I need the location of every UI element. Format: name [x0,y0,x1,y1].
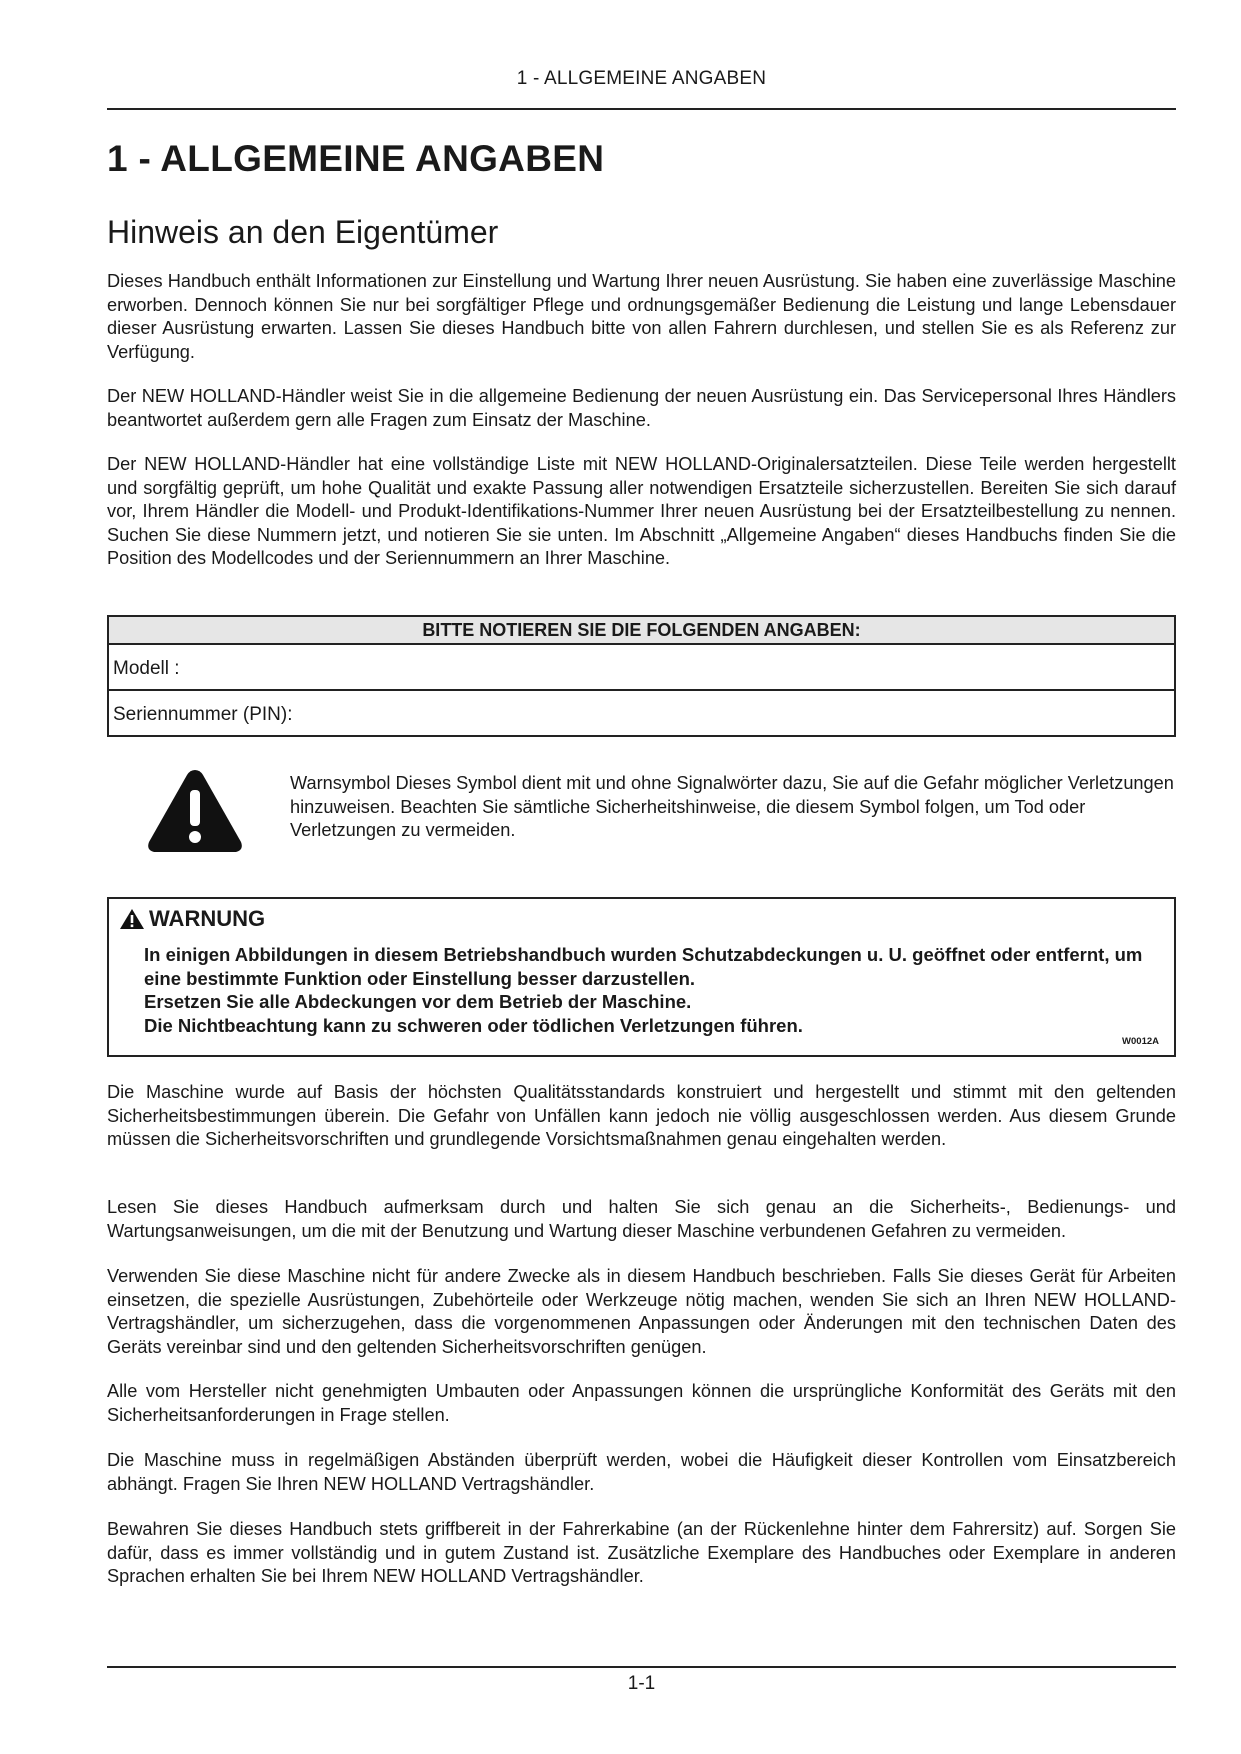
warning-line: Die Nichtbeachtung kann zu schweren oder tödlichen Verletzungen führen. [144,1014,803,1036]
hazard-symbol-block [107,760,1176,856]
warning-code: W0012A [1122,1036,1159,1047]
warning-heading [119,906,265,932]
serial-number-label: Seriennummer (PIN): [113,704,293,725]
intro-paragraph: Der NEW HOLLAND-Händler hat eine vollständige Liste mit NEW HOLLAND-Originalersatzteilen. Diese Teile werden hergestellt und sorgfältig geprüft, um hohe Qualität und exakte Passung aller notwendigen Ersatzteile sicherzustellen. Bereiten Sie sich darauf vor, Ihrem Händler die Modell- und Produkt-Identifikations-Nummer Ihrer neuen Ausrüstung bei der Ersatzteilbestellung zu nennen. Suchen Sie diese Nummern jetzt, und notieren Sie sie unten. Im Abschnitt „Allgemeine Angaben“ dieses Handbuchs finden Sie die Position des Modellcodes und der Seriennummern an Ihrer Maschine. [107,454,1176,568]
intro-paragraph: Der NEW HOLLAND-Händler weist Sie in die allgemeine Bedienung der neuen Ausrüstung ein. Das Servicepersonal Ihres Händlers beantwortet außerdem gern alle Fragen zum Einsatz der Maschine. [107,386,1176,430]
body-paragraph: Die Maschine wurde auf Basis der höchsten Qualitätsstandards konstruiert und hergestellt und stimmt mit den geltenden Sicherheitsbestimmungen überein. Die Gefahr von Unfällen kann jedoch nie völlig ausgeschlossen werden. Aus diesem Grunde müssen die Sicherheitsvorschriften und grundlegende Vorsichtsmaßnahmen genau eingehalten werden. [107,1082,1176,1149]
chapter-title: 1 - ALLGEMEINE ANGABEN [107,138,605,179]
page-number: 1-1 [627,1673,656,1694]
warning-line: In einigen Abbildungen in diesem Betriebshandbuch wurden Schutzabdeckungen u. U. geöffnet oder entfernt, um eine bestimmte Funktion oder Einstellung besser darzustellen. [144,944,1143,989]
warning-triangle-icon [119,908,145,930]
model-label: Modell : [113,658,180,679]
records-table [107,615,1176,737]
body-paragraph: Die Maschine muss in regelmäßigen Abständen überprüft werden, wobei die Häufigkeit dieser Kontrollen vom Einsatzbereich abhängt. Fragen Sie Ihren NEW HOLLAND Vertragshändler. [107,1450,1176,1494]
intro-paragraph: Dieses Handbuch enthält Informationen zur Einstellung und Wartung Ihrer neuen Ausrüstung. Sie haben eine zuverlässige Maschine erworben. Dennoch können Sie nur bei sorgfältiger Pflege und ordnungsgemäßer Bedienung die Leistung und lange Lebensdauer dieser Ausrüstung erwarten. Lassen Sie dieses Handbuch bitte von allen Fahrern durchlesen, und stellen Sie es als Referenz zur Verfügung. [107,271,1176,362]
warning-line: Ersetzen Sie alle Abdeckungen vor dem Betrieb der Maschine. [144,991,692,1012]
body-paragraph: Bewahren Sie dieses Handbuch stets griffbereit in der Fahrerkabine (an der Rückenlehne hinter dem Fahrersitz) auf. Sorgen Sie dafür, dass es immer vollständig und in gutem Zustand ist. Zusätzliche Exemplare des Handbuches oder Exemplare in anderen Sprachen erhalten Sie bei Ihrem NEW HOLLAND Vertragshändler. [107,1519,1176,1586]
serial-number-field[interactable] [109,689,1174,735]
body-paragraph: Lesen Sie dieses Handbuch aufmerksam durch und halten Sie sich genau an die Sicherheits-, Bedienungs- und Wartungsanweisungen, um die mit der Benutzung und Wartung dieser Maschine verbundenen Gefahren zu vermeiden. [107,1197,1176,1241]
warning-label: WARNUNG [149,906,266,931]
records-table-heading: BITTE NOTIEREN SIE DIE FOLGENDEN ANGABEN: [109,617,1174,645]
warning-box [107,897,1176,1057]
footer-divider [107,1666,1176,1668]
warning-triangle-icon [145,766,245,856]
body-paragraph: Verwenden Sie diese Maschine nicht für andere Zwecke als in diesem Handbuch beschrieben. Falls Sie dieses Gerät für Arbeiten einsetzen, die spezielle Ausrüstungen, Zubehörteile oder Werkzeuge nötig machen, wenden Sie sich an Ihren NEW HOLLAND-Vertragshändler, um sicherzugehen, dass die vorgenommenen Anpassungen oder Änderungen mit den technischen Daten des Geräts vereinbar sind und den geltenden Sicherheitsvorschriften genügen. [107,1266,1176,1357]
hazard-symbol-text: Warnsymbol Dieses Symbol dient mit und ohne Signalwörter dazu, Sie auf die Gefahr möglicher Verletzungen hinzuweisen. Beachten Sie sämtliche Sicherheitshinweise, die diesem Symbol folgen, um Tod oder Verletzungen zu vermeiden. [290,773,1174,840]
running-header: 1 - ALLGEMEINE ANGABEN [516,68,767,89]
warning-text [144,943,1144,1037]
header-divider [107,108,1176,110]
body-paragraph: Alle vom Hersteller nicht genehmigten Umbauten oder Anpassungen können die ursprüngliche Konformität des Geräts mit den Sicherheitsanforderungen in Frage stellen. [107,1381,1176,1425]
section-title: Hinweis an den Eigentümer [107,214,499,250]
model-field[interactable] [109,645,1174,689]
